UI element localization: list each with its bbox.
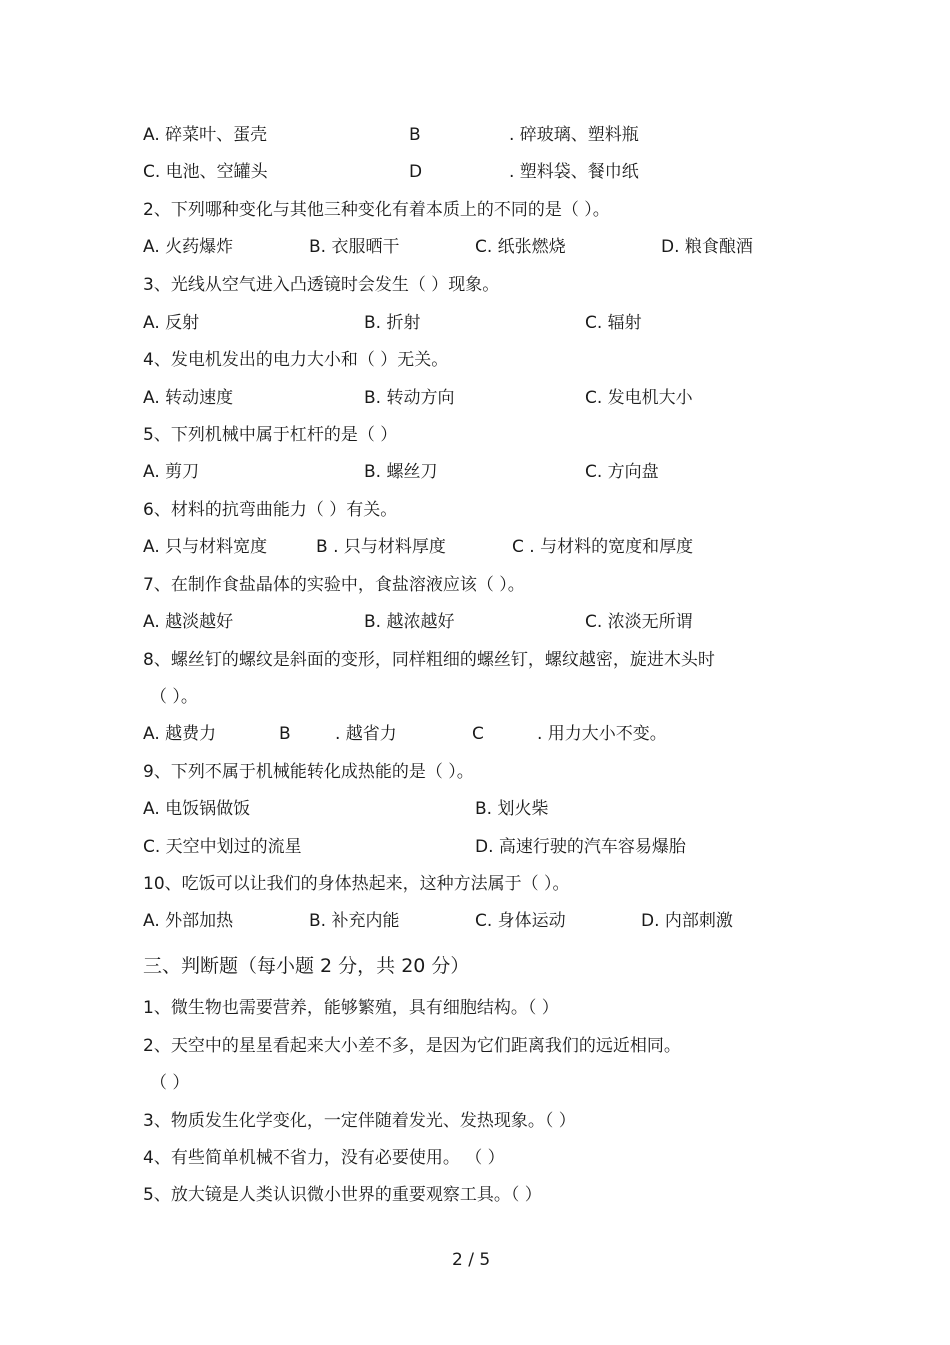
q8-option-c-text: . 用力大小不变。 [537, 724, 667, 744]
q5-option-a: A. 剪刀 [143, 462, 200, 482]
q2-option-b: B. 衣服晒干 [309, 237, 400, 257]
q9-option-d: D. 高速行驶的汽车容易爆胎 [475, 837, 686, 857]
q2-option-a: A. 火药爆炸 [143, 237, 234, 257]
q6-option-c: C . 与材料的宽度和厚度 [512, 537, 694, 557]
q3-option-a: A. 反射 [143, 313, 200, 333]
q1-option-d-text: . 塑料袋、餐巾纸 [509, 162, 639, 182]
q10-option-d: D. 内部刺激 [641, 911, 733, 931]
judgement-item: 5、放大镜是人类认识微小世界的重要观察工具。（ ） [143, 1185, 542, 1205]
q7-option-b: B. 越浓越好 [364, 612, 455, 632]
q3-question: 3、光线从空气进入凸透镜时会发生（ ）现象。 [143, 275, 500, 295]
q7-option-c: C. 浓淡无所谓 [585, 612, 693, 632]
q4-option-c: C. 发电机大小 [585, 388, 693, 408]
page-number: 2 / 5 [452, 1250, 491, 1270]
q10-option-a: A. 外部加热 [143, 911, 234, 931]
q9-option-c: C. 天空中划过的流星 [143, 837, 302, 857]
q8-option-c-letter: C [472, 724, 484, 744]
q4-option-b: B. 转动方向 [364, 388, 455, 408]
q7-option-a: A. 越淡越好 [143, 612, 234, 632]
judgement-item: 4、有些简单机械不省力，没有必要使用。 （ ） [143, 1148, 505, 1168]
judgement-item: 3、物质发生化学变化，一定伴随着发光、发热现象。（ ） [143, 1111, 576, 1131]
judgement-item: 2、天空中的星星看起来大小差不多，是因为它们距离我们的远近相同。 [143, 1036, 681, 1056]
section-title: 三、判断题（每小题 2 分，共 20 分） [143, 955, 470, 977]
q4-question: 4、发电机发出的电力大小和（ ）无关。 [143, 350, 449, 370]
q7-question: 7、在制作食盐晶体的实验中，食盐溶液应该（ ）。 [143, 575, 525, 595]
q9-option-b: B. 划火柴 [475, 799, 549, 819]
q9-option-a: A. 电饭锅做饭 [143, 799, 251, 819]
q1-option-d-letter: D [409, 162, 423, 182]
q8-question-line2: （ ）。 [150, 687, 198, 707]
q5-question: 5、下列机械中属于杠杆的是（ ） [143, 425, 398, 445]
q8-option-b-text: . 越省力 [335, 724, 397, 744]
q2-option-d: D. 粮食酿酒 [661, 237, 753, 257]
q6-option-b: B . 只与材料厚度 [316, 537, 446, 557]
q8-option-a: A. 越费力 [143, 724, 217, 744]
q8-option-b-letter: B [279, 724, 291, 744]
q3-option-c: C. 辐射 [585, 313, 642, 333]
q2-question: 2、下列哪种变化与其他三种变化有着本质上的不同的是（ ）。 [143, 200, 610, 220]
q6-question: 6、材料的抗弯曲能力（ ）有关。 [143, 500, 398, 520]
q10-option-c: C. 身体运动 [475, 911, 566, 931]
q5-option-c: C. 方向盘 [585, 462, 659, 482]
q10-option-b: B. 补充内能 [309, 911, 400, 931]
q6-option-a: A. 只与材料宽度 [143, 537, 268, 557]
q8-question-line1: 8、螺丝钉的螺纹是斜面的变形，同样粗细的螺丝钉，螺纹越密，旋进木头时 [143, 650, 715, 670]
q4-option-a: A. 转动速度 [143, 388, 234, 408]
q5-option-b: B. 螺丝刀 [364, 462, 438, 482]
q10-question: 10、吃饭可以让我们的身体热起来，这种方法属于（ ）。 [143, 874, 570, 894]
q1-option-b-letter: B [409, 125, 421, 145]
judgement-item-blank: （ ） [150, 1073, 190, 1093]
q9-question: 9、下列不属于机械能转化成热能的是（ ）。 [143, 762, 474, 782]
q1-option-a: A. 碎菜叶、蛋壳 [143, 125, 268, 145]
q3-option-b: B. 折射 [364, 313, 421, 333]
q1-option-b-text: . 碎玻璃、塑料瓶 [509, 125, 639, 145]
q1-option-c: C. 电池、空罐头 [143, 162, 268, 182]
q2-option-c: C. 纸张燃烧 [475, 237, 566, 257]
judgement-item: 1、微生物也需要营养，能够繁殖，具有细胞结构。（ ） [143, 998, 559, 1018]
